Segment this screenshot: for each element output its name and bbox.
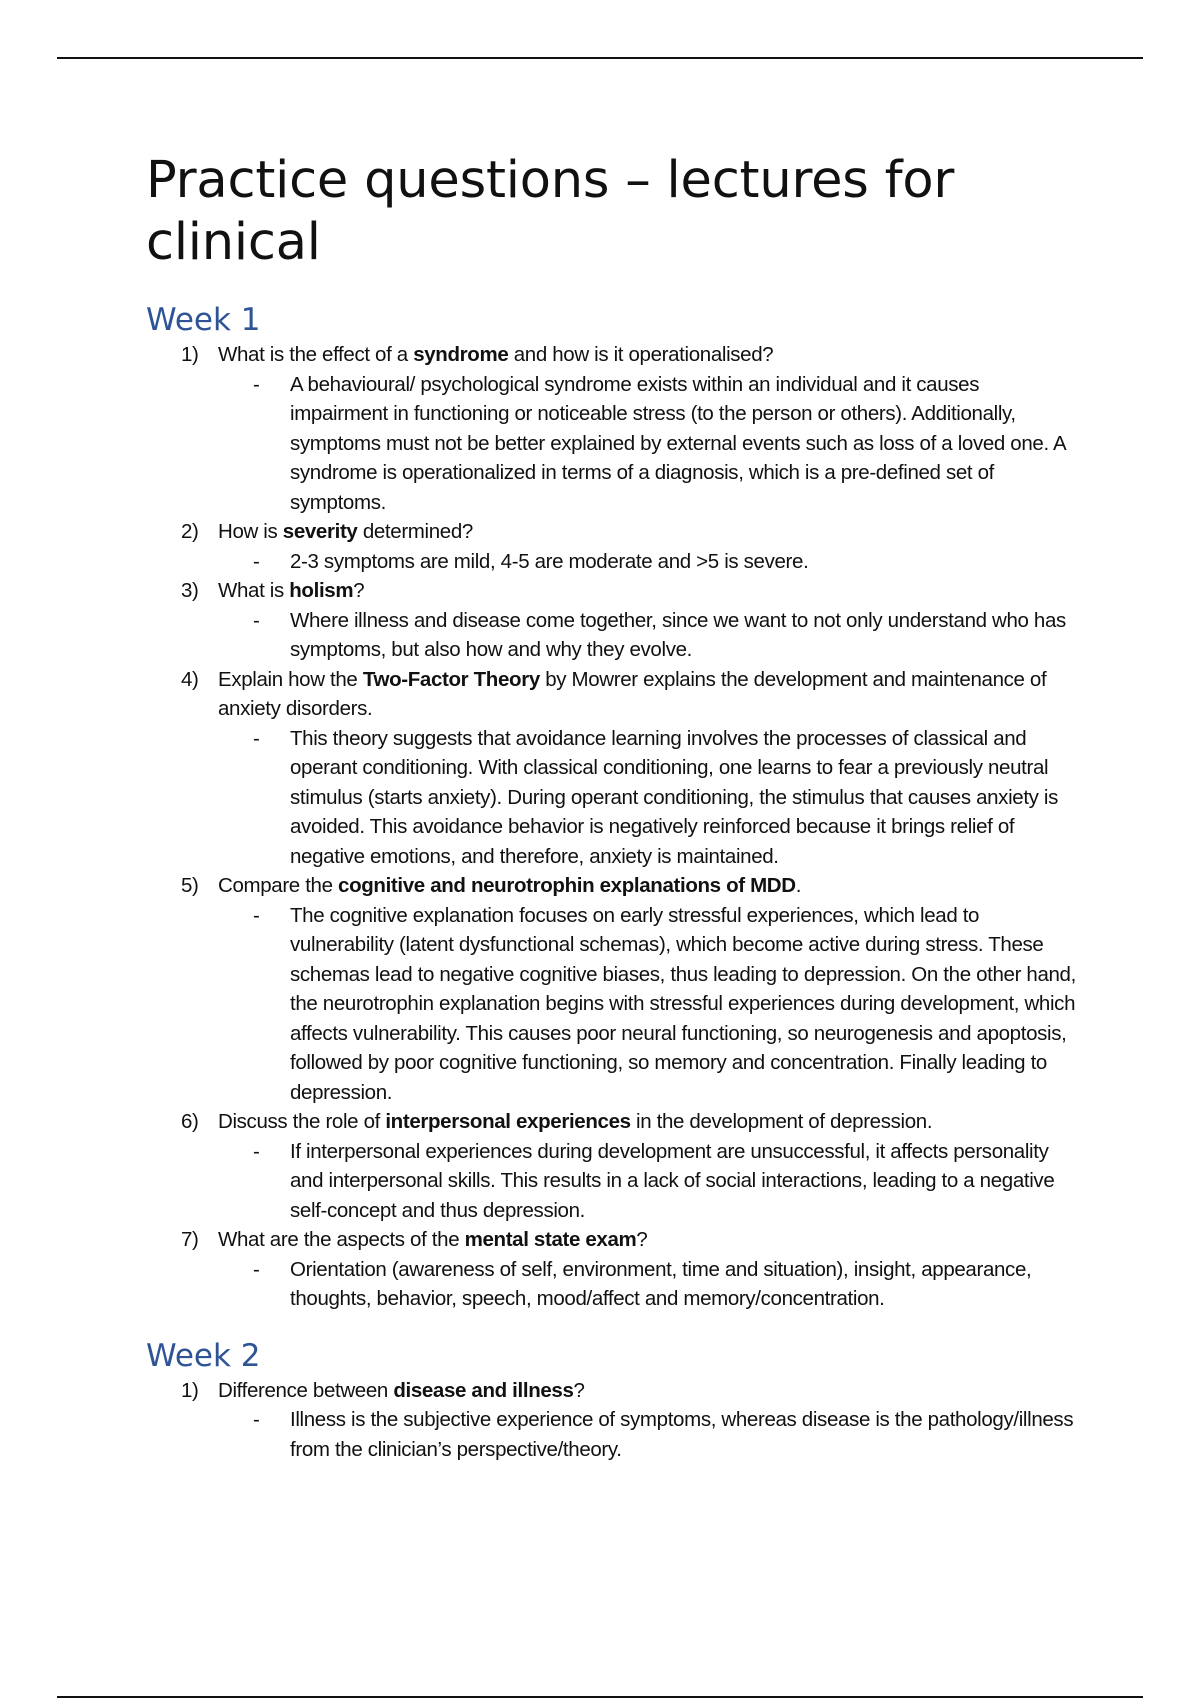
- question-number: 3): [181, 579, 199, 602]
- answer-text: Orientation (awareness of self, environment, time and situation), insight, appearance, thoughts, behavior, speech, mood/affect and memory/concentration.: [290, 1257, 1032, 1310]
- answer-text: Illness is the subjective experience of symptoms, whereas disease is the pathology/illness from the clinician’s perspective/theory.: [290, 1408, 1074, 1461]
- document-body: [146, 150, 1086, 1464]
- question-item: [146, 1225, 1086, 1314]
- question-keyword: syndrome: [413, 343, 509, 366]
- question-number: 7): [181, 1228, 199, 1251]
- answer-text: Where illness and disease come together, since we want to not only understand who has symptoms, but also how and why they evolve.: [290, 608, 1066, 661]
- answer-text: The cognitive explanation focuses on early stressful experiences, which lead to vulnerability (latent dysfunctional schemas), which become active during stress. These schemas lead to negative cognitive biases, thus leading to depression. On the other hand, the neurotrophin explanation begins with stressful experiences during development, which affects vulnerability. This causes poor neural functioning, so neurogenesis and apoptosis, followed by poor cognitive functioning, so memory and concentration. Finally leading to depression.: [290, 903, 1076, 1104]
- dash-bullet: -: [253, 608, 260, 632]
- dash-bullet: -: [253, 372, 260, 396]
- answer-list: [218, 1137, 1086, 1226]
- answer-list: [218, 547, 1086, 577]
- question-number: 1): [181, 343, 199, 366]
- answer-text: A behavioural/ psychological syndrome exists within an individual and it causes impairment in functioning or noticeable stress (to the person or others). Additionally, symptoms must not be better explained by external events such as loss of a loved one. A syndrome is operationalized in terms of a diagnosis, which is a pre-defined set of symptoms.: [290, 372, 1066, 514]
- answer-item: [218, 1255, 1086, 1314]
- question-item: [146, 1376, 1086, 1465]
- week-1-question-list: [146, 340, 1086, 1314]
- question-text: Compare the cognitive and neurotrophin explanations of MDD.: [218, 874, 802, 897]
- dash-bullet: -: [253, 1257, 260, 1281]
- answer-item: [218, 1405, 1086, 1464]
- week-2-question-list: [146, 1376, 1086, 1465]
- answer-text: If interpersonal experiences during development are unsuccessful, it affects personality and interpersonal skills. This results in a lack of social interactions, leading to a negative self-concept and thus depression.: [290, 1139, 1055, 1222]
- question-item: [146, 1107, 1086, 1225]
- question-text: What are the aspects of the mental state exam?: [218, 1228, 648, 1251]
- dash-bullet: -: [253, 549, 260, 573]
- dash-bullet: -: [253, 903, 260, 927]
- question-item: [146, 665, 1086, 872]
- answer-list: [218, 370, 1086, 518]
- question-text: What is the effect of a syndrome and how is it operationalised?: [218, 343, 774, 366]
- question-keyword: cognitive and neurotrophin explanations of MDD: [338, 874, 796, 897]
- answer-list: [218, 606, 1086, 665]
- answer-item: [218, 901, 1086, 1108]
- question-text: Discuss the role of interpersonal experiences in the development of depression.: [218, 1110, 933, 1133]
- question-keyword: holism: [289, 579, 354, 602]
- answer-text: This theory suggests that avoidance learning involves the processes of classical and operant conditioning. With classical conditioning, one learns to fear a previously neutral stimulus (starts anxiety). During operant conditioning, the stimulus that causes anxiety is avoided. This avoidance behavior is negatively reinforced because it brings relief of negative emotions, and therefore, anxiety is maintained.: [290, 726, 1059, 868]
- question-number: 2): [181, 520, 199, 543]
- question-keyword: Two-Factor Theory: [362, 667, 540, 691]
- answer-item: [218, 606, 1086, 665]
- question-item: [146, 871, 1086, 1107]
- question-number: 5): [181, 874, 199, 897]
- answer-item: [218, 724, 1086, 872]
- question-item: [146, 576, 1086, 665]
- answer-list: [218, 1405, 1086, 1464]
- dash-bullet: -: [253, 1408, 260, 1431]
- page-title: Practice questions – lectures for clinical: [146, 151, 955, 272]
- question-number: 6): [181, 1110, 199, 1133]
- answer-list: [218, 724, 1086, 872]
- question-number: 1): [181, 1378, 199, 1402]
- answer-list: [218, 1255, 1086, 1314]
- question-text: How is severity determined?: [218, 520, 473, 543]
- question-keyword: disease and illness: [393, 1378, 574, 1402]
- question-keyword: severity: [282, 520, 358, 543]
- question-text: Difference between disease and illness?: [218, 1378, 585, 1402]
- week-1-heading: Week 1: [146, 302, 261, 338]
- dash-bullet: -: [253, 726, 260, 750]
- question-item: [146, 340, 1086, 517]
- question-item: [146, 517, 1086, 576]
- answer-text: 2-3 symptoms are mild, 4-5 are moderate and >5 is severe.: [290, 549, 809, 573]
- answer-item: [218, 370, 1086, 518]
- header-rule: [57, 57, 1143, 59]
- question-text: What is holism?: [218, 579, 365, 602]
- answer-list: [218, 901, 1086, 1108]
- footer-rule: [57, 1696, 1143, 1698]
- answer-item: [218, 547, 1086, 577]
- answer-item: [218, 1137, 1086, 1226]
- question-keyword: mental state exam: [464, 1228, 637, 1251]
- question-text: Explain how the Two-Factor Theory by Mowrer explains the development and maintenance of anxiety disorders.: [218, 667, 1047, 720]
- question-keyword: interpersonal experiences: [385, 1110, 631, 1133]
- week-2-heading: Week 2: [146, 1337, 261, 1374]
- dash-bullet: -: [253, 1139, 260, 1163]
- question-number: 4): [181, 667, 199, 691]
